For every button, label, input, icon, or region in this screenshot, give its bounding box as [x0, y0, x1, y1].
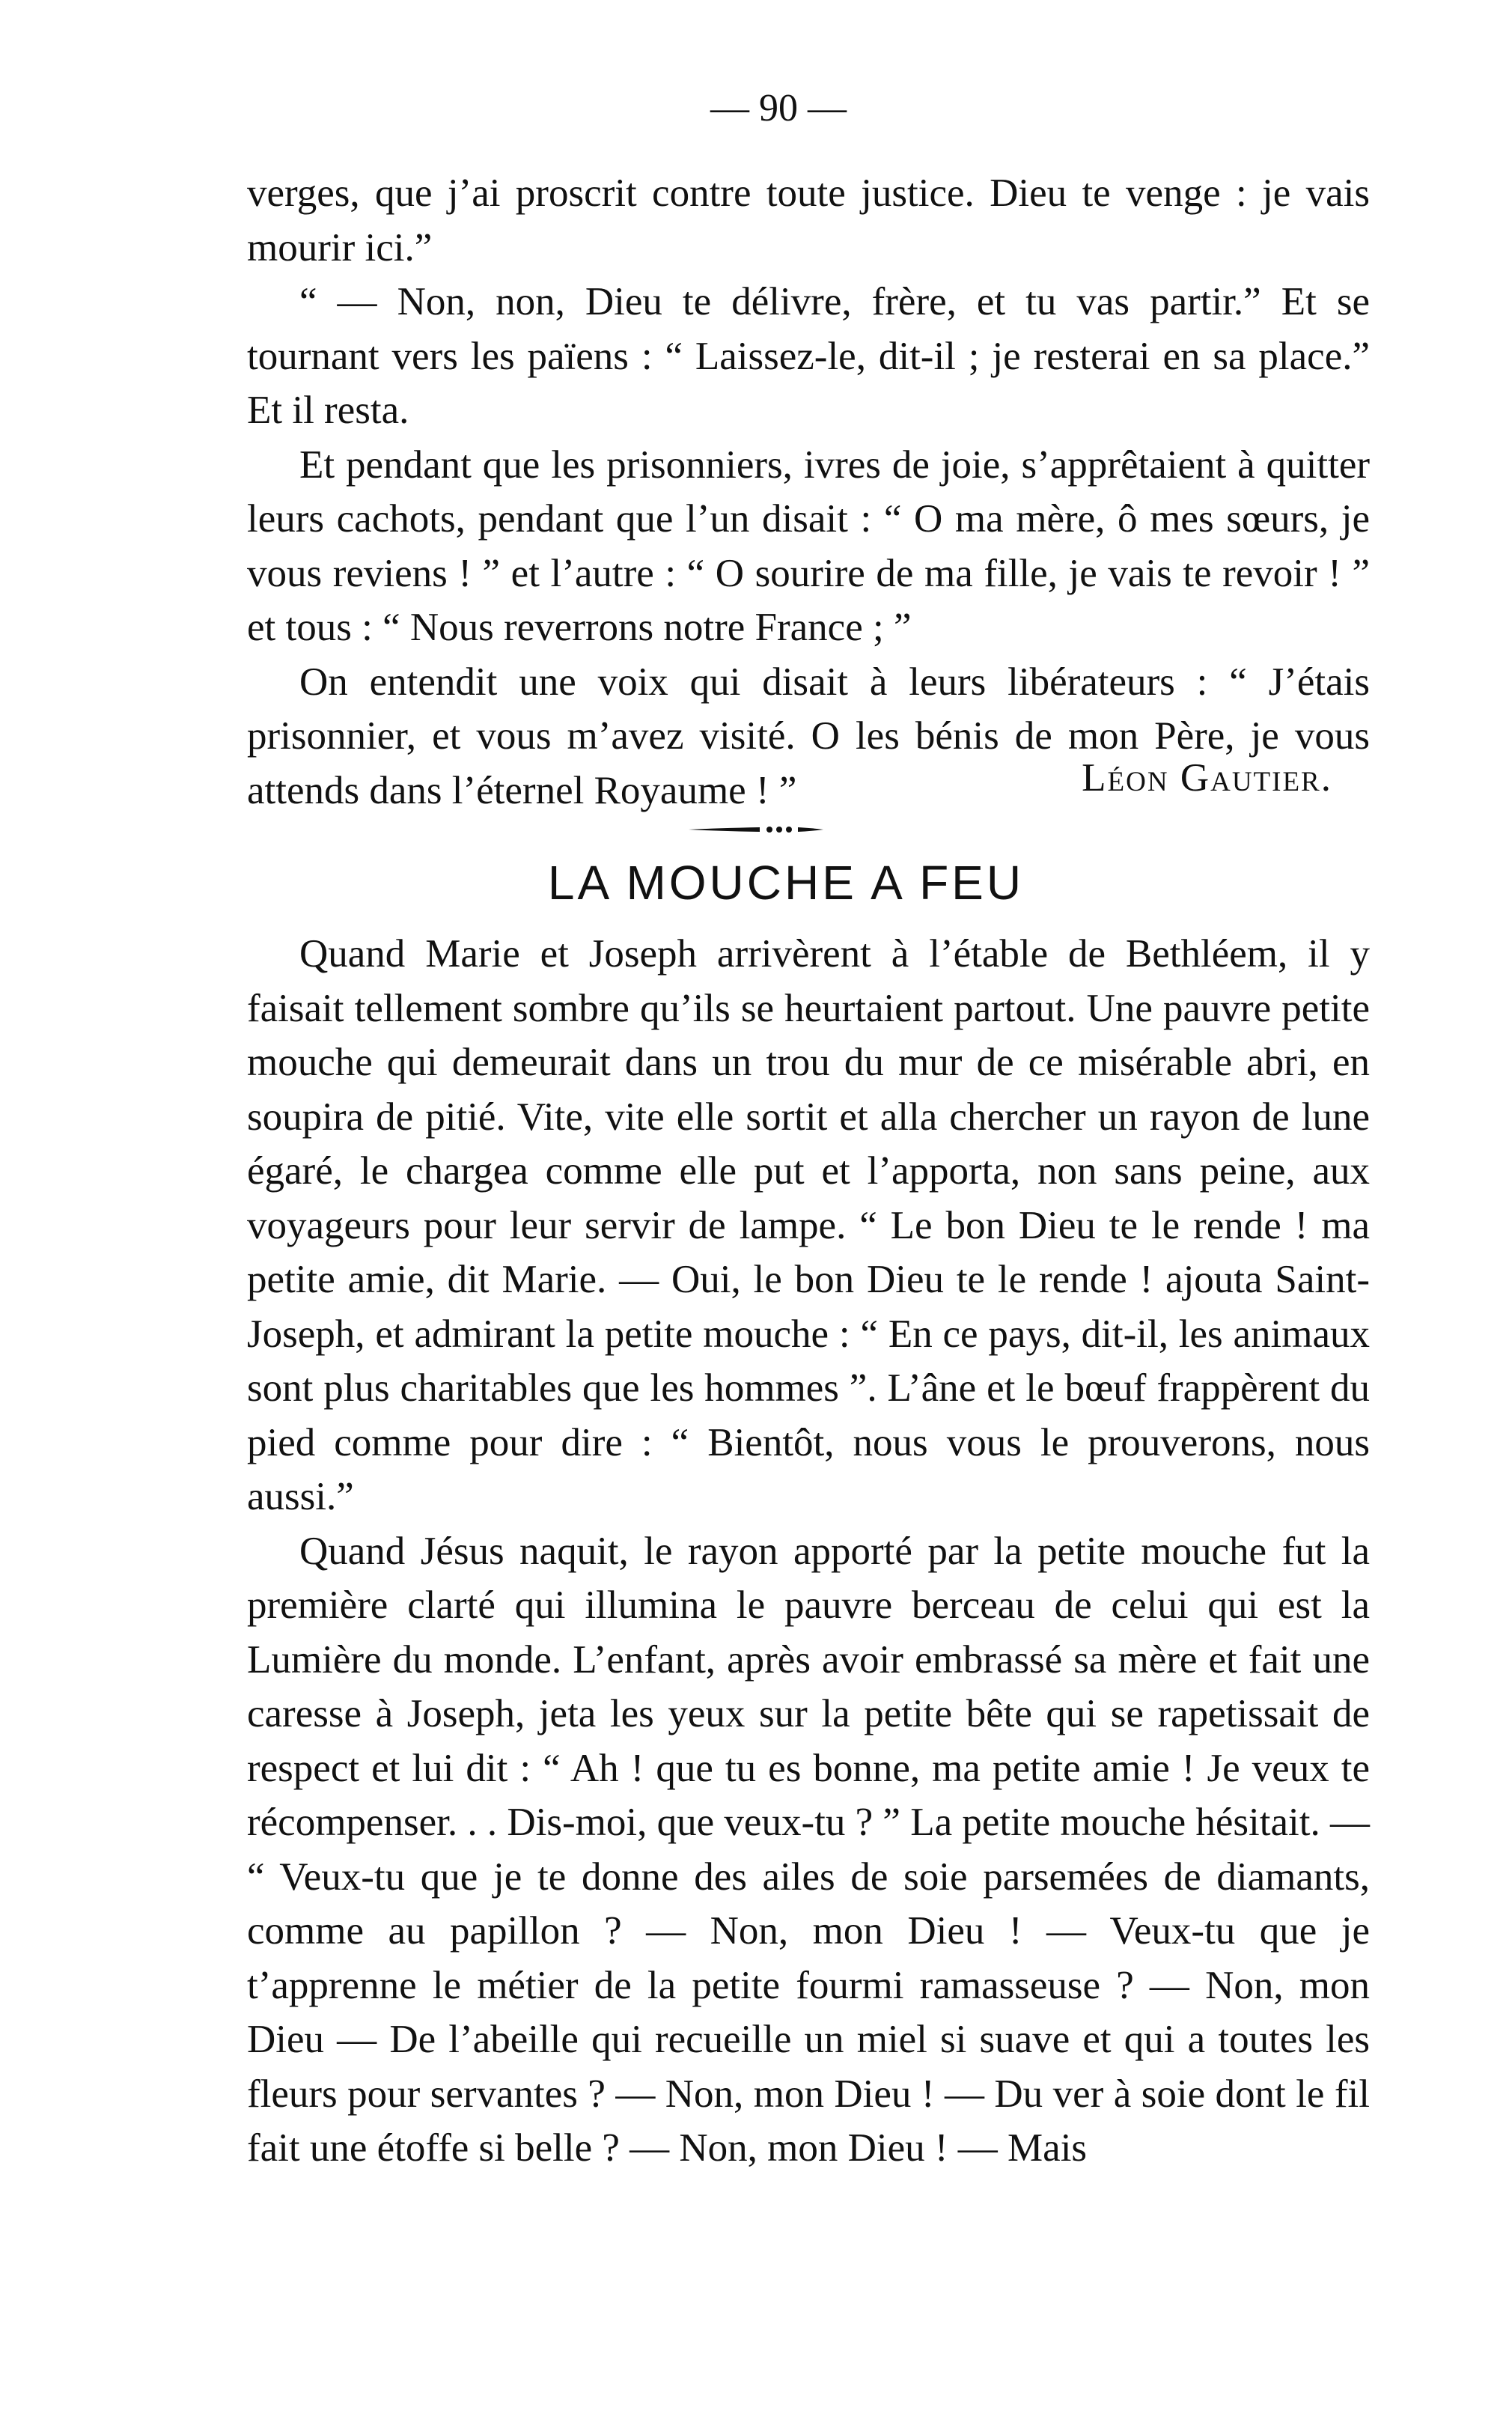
author-signature: Léon Gautier. — [1082, 756, 1332, 800]
paragraph: Quand Marie et Joseph arrivèrent à l’étable de Bethléem, il y faisait tellement sombre qu’ils se heurtaient partout. Une pauvre petite mouche qui demeurait dans un trou du mur de ce misérable abri, en soupira de pitié. Vite, vite elle sortit et alla chercher un rayon de lune égaré, le chargea comme elle put et l’apporta, non sans peine, aux voyageurs pour leur servir de lampe. “ Le bon Dieu te le rende ! ma petite amie, dit Marie. — Oui, le bon Dieu te le rende ! ajouta Saint-Joseph, et admirant la petite mouche : “ En ce pays, dit-il, les animaux sont plus charitables que les hommes ”. L’âne et le bœuf frappèrent du pied comme pour dire : “ Bientôt, nous vous le prouverons, nous aussi.” — [247, 932, 1370, 1518]
paragraph: On entendit une voix qui disait à leurs libérateurs : “ J’étais prisonnier, et vous m’avez visité. O les bénis de mon Père, je vous attends dans l’éternel Royaume ! ” — [247, 660, 1370, 812]
paragraph: verges, que j’ai proscrit contre toute justice. Dieu te venge : je vais mourir ici.” — [247, 171, 1370, 270]
page-number: — 90 — — [710, 87, 847, 130]
text-block-top — [247, 166, 1370, 818]
text-block-bottom — [247, 927, 1370, 2176]
paragraph: Et pendant que les prisonniers, ivres de joie, s’apprêtaient à quitter leurs cachots, pendant que l’un disait : “ O ma mère, ô mes sœurs, je vous reviens ! ” et l’autre : “ O sourire de ma fille, je vais te revoir ! ” et tous : “ Nous reverrons notre France ; ” — [247, 442, 1370, 649]
paragraph: “ — Non, non, Dieu te délivre, frère, et tu vas partir.” Et se tournant vers les païens : “ Laissez-le, dit-il ; je resterai en sa place.” Et il resta. — [247, 280, 1370, 432]
section-title: LA MOUCHE A FEU — [547, 856, 1025, 910]
paragraph: Quand Jésus naquit, le rayon apporté par la petite mouche fut la première clarté qui illumina le pauvre berceau de celui qui est la Lumière du monde. L’enfant, après avoir embrassé sa mère et fait une caresse à Joseph, jeta les yeux sur la petite bête qui se rapetissait de respect et lui dit : “ Ah ! que tu es bonne, ma petite amie ! Je veux te récompenser. . . Dis-moi, que veux-tu ? ” La petite mouche hésitait. — “ Veux-tu que je te donne des ailes de soie parsemées de diamants, comme au papillon ? — Non, mon Dieu ! — Veux-tu que je t’apprenne le métier de la petite fourmi ramasseuse ? — Non, mon Dieu — De l’abeille qui recueille un miel si suave et qui a toutes les fleurs pour servantes ? — Non, mon Dieu ! — Du ver à soie dont le fil fait une étoffe si belle ? — Non, mon Dieu ! — Mais — [247, 1529, 1370, 2170]
section-divider-ornament — [0, 822, 1512, 837]
divider-ornament-icon — [689, 822, 823, 837]
